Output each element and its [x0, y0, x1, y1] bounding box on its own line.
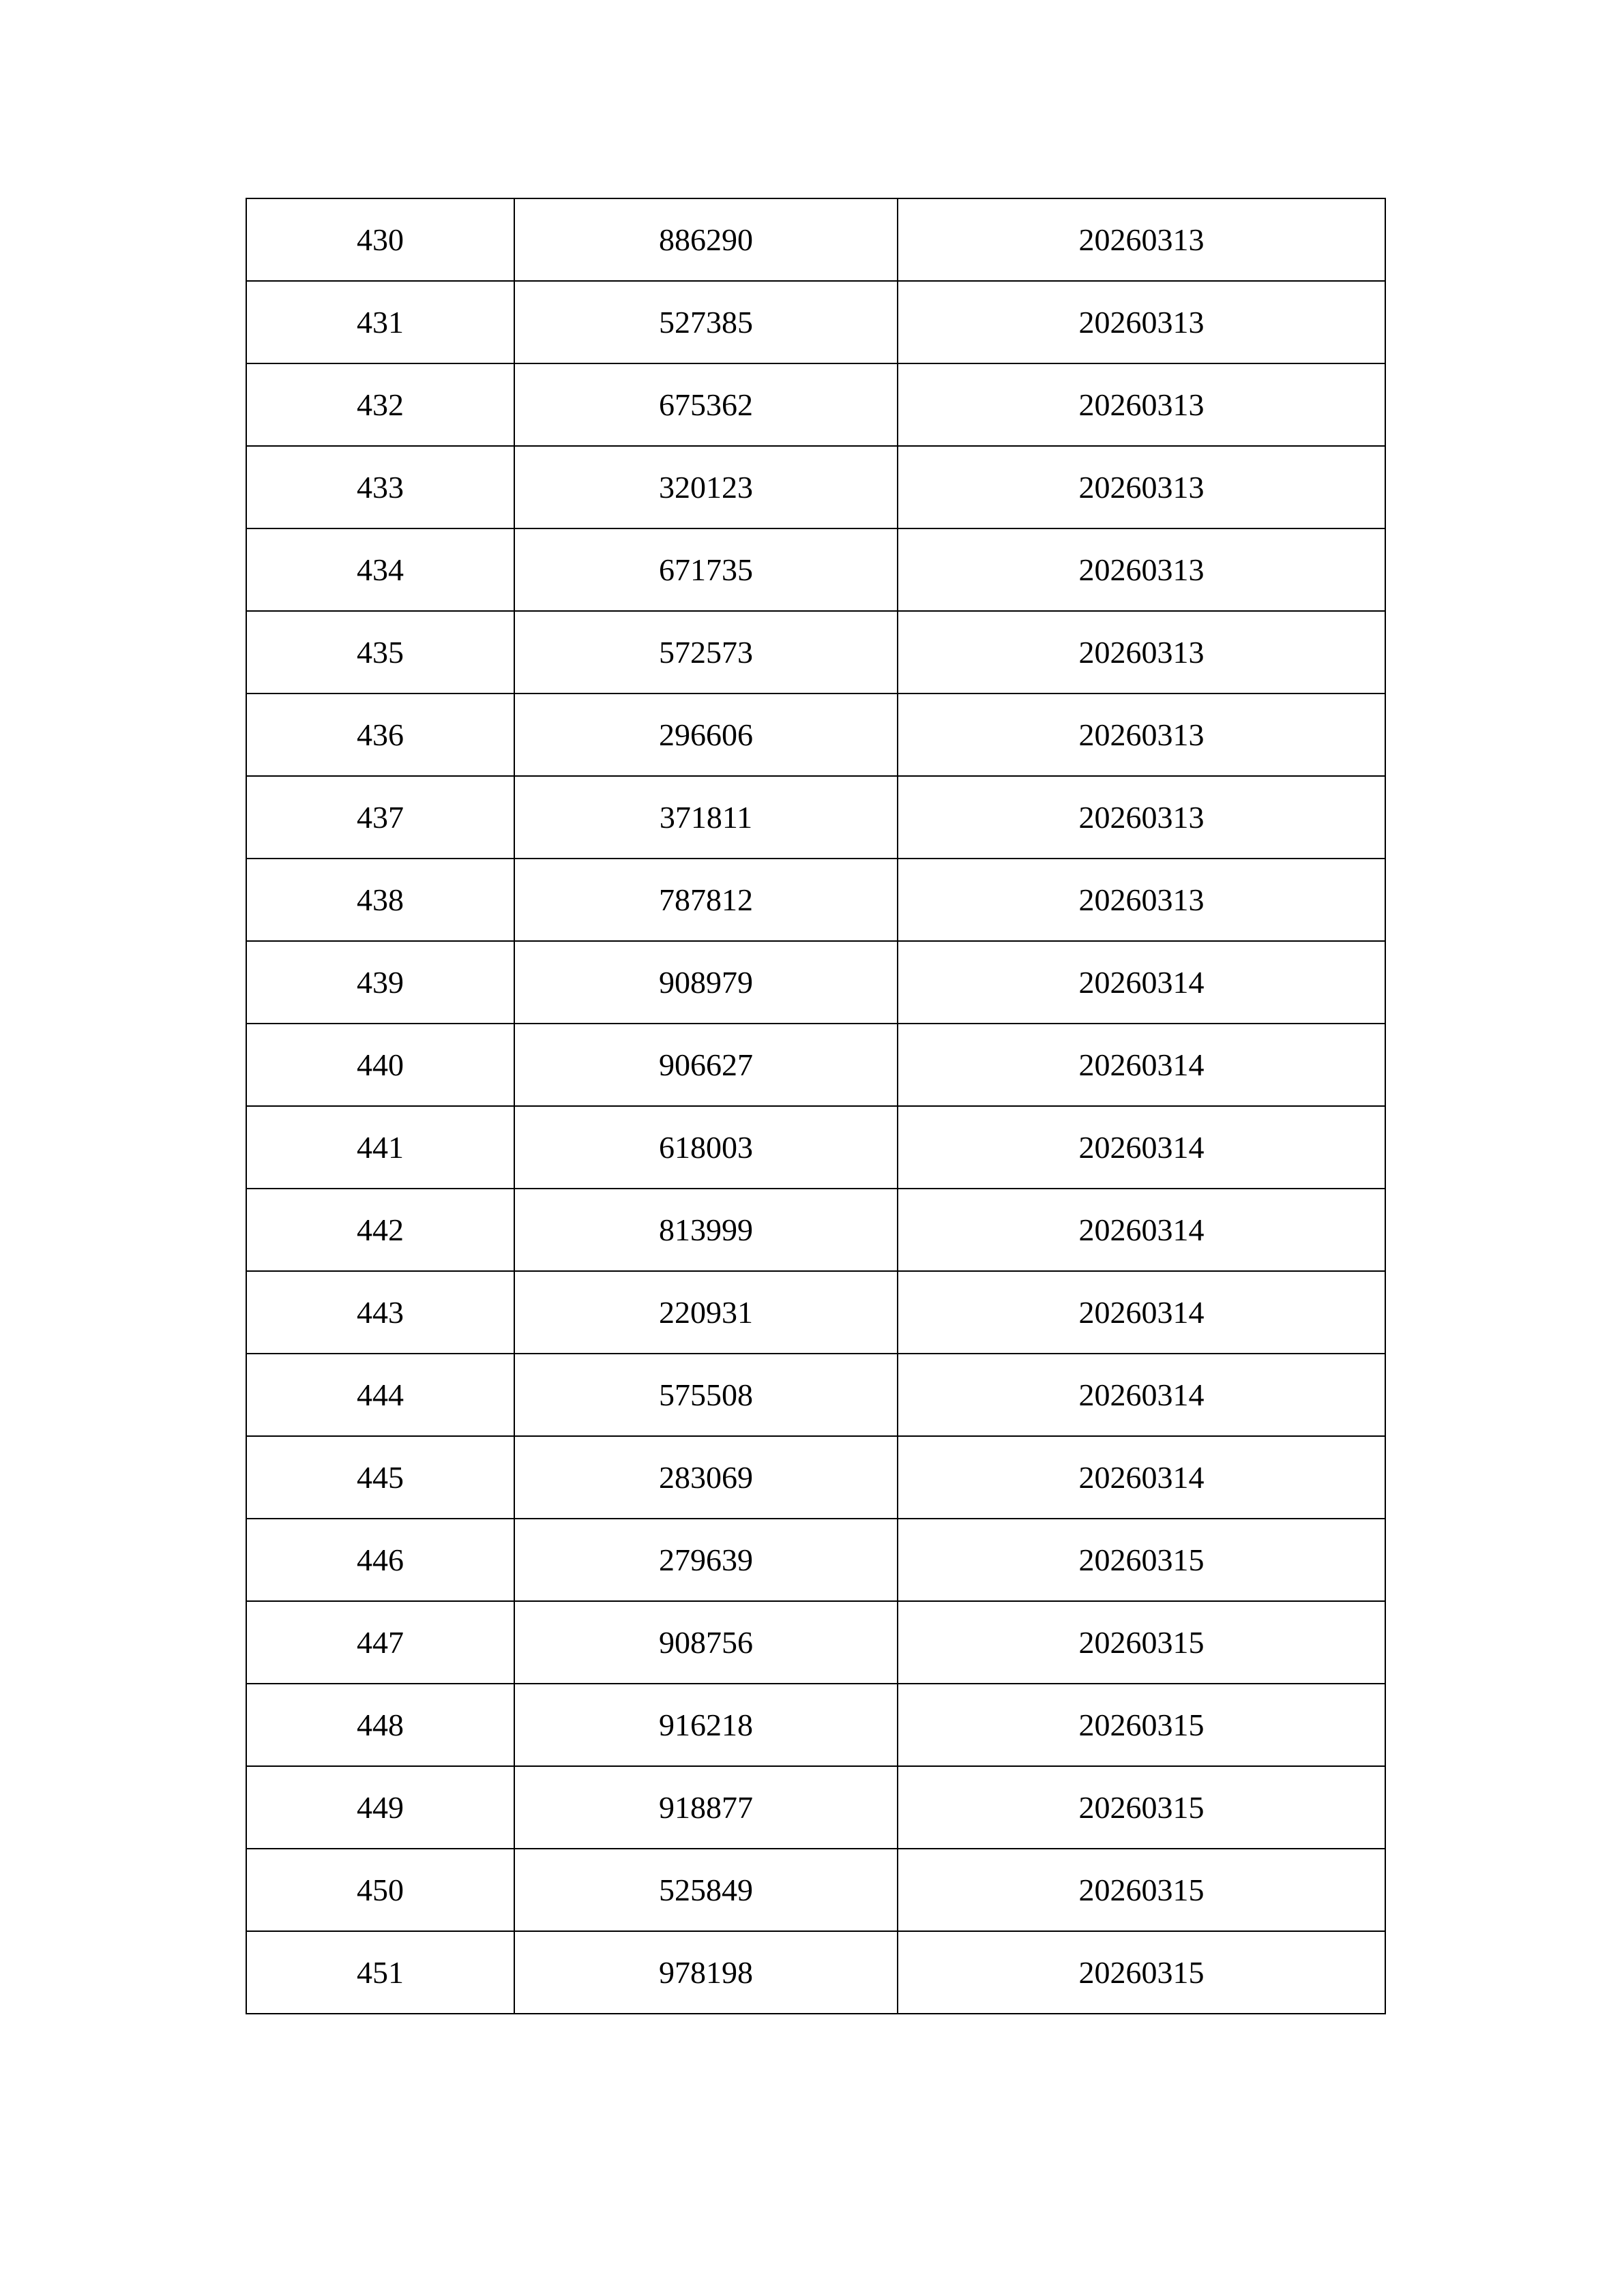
table-row	[246, 363, 1385, 446]
code-cell: 283069	[514, 1436, 898, 1519]
code-cell: 220931	[514, 1271, 898, 1354]
table-row	[246, 611, 1385, 694]
code-cell: 886290	[514, 198, 898, 281]
table-row	[246, 446, 1385, 528]
date-cell: 20260313	[898, 776, 1385, 859]
date-cell: 20260314	[898, 1106, 1385, 1189]
table-row	[246, 1519, 1385, 1601]
row-number-cell: 437	[246, 776, 514, 859]
date-cell: 20260314	[898, 1189, 1385, 1271]
table-row	[246, 1271, 1385, 1354]
row-number-cell: 451	[246, 1931, 514, 2014]
code-cell: 575508	[514, 1354, 898, 1436]
code-cell: 671735	[514, 528, 898, 611]
date-cell: 20260315	[898, 1766, 1385, 1849]
row-number-cell: 439	[246, 941, 514, 1024]
date-cell: 20260314	[898, 1024, 1385, 1106]
table-row	[246, 941, 1385, 1024]
date-cell: 20260315	[898, 1519, 1385, 1601]
table-row	[246, 694, 1385, 776]
date-cell: 20260313	[898, 859, 1385, 941]
date-cell: 20260314	[898, 941, 1385, 1024]
date-cell: 20260313	[898, 528, 1385, 611]
table-row	[246, 1189, 1385, 1271]
data-table	[246, 198, 1386, 2014]
date-cell: 20260314	[898, 1271, 1385, 1354]
row-number-cell: 436	[246, 694, 514, 776]
date-cell: 20260315	[898, 1931, 1385, 2014]
table-row	[246, 1766, 1385, 1849]
code-cell: 978198	[514, 1931, 898, 2014]
table-row	[246, 776, 1385, 859]
row-number-cell: 435	[246, 611, 514, 694]
row-number-cell: 450	[246, 1849, 514, 1931]
code-cell: 527385	[514, 281, 898, 363]
row-number-cell: 442	[246, 1189, 514, 1271]
row-number-cell: 434	[246, 528, 514, 611]
code-cell: 279639	[514, 1519, 898, 1601]
table-row	[246, 1849, 1385, 1931]
code-cell: 787812	[514, 859, 898, 941]
code-cell: 675362	[514, 363, 898, 446]
table-row	[246, 1436, 1385, 1519]
row-number-cell: 433	[246, 446, 514, 528]
row-number-cell: 447	[246, 1601, 514, 1684]
date-cell: 20260313	[898, 611, 1385, 694]
table-row	[246, 1354, 1385, 1436]
date-cell: 20260313	[898, 694, 1385, 776]
row-number-cell: 441	[246, 1106, 514, 1189]
code-cell: 371811	[514, 776, 898, 859]
row-number-cell: 430	[246, 198, 514, 281]
table-row	[246, 281, 1385, 363]
code-cell: 320123	[514, 446, 898, 528]
table-row	[246, 1024, 1385, 1106]
table-row	[246, 1931, 1385, 2014]
row-number-cell: 440	[246, 1024, 514, 1106]
table-row	[246, 1684, 1385, 1766]
date-cell: 20260315	[898, 1601, 1385, 1684]
row-number-cell: 444	[246, 1354, 514, 1436]
date-cell: 20260315	[898, 1684, 1385, 1766]
code-cell: 813999	[514, 1189, 898, 1271]
row-number-cell: 446	[246, 1519, 514, 1601]
date-cell: 20260313	[898, 281, 1385, 363]
table-row	[246, 528, 1385, 611]
code-cell: 908979	[514, 941, 898, 1024]
row-number-cell: 449	[246, 1766, 514, 1849]
table-row	[246, 1106, 1385, 1189]
table-row	[246, 1601, 1385, 1684]
row-number-cell: 432	[246, 363, 514, 446]
date-cell: 20260314	[898, 1436, 1385, 1519]
date-cell: 20260314	[898, 1354, 1385, 1436]
date-cell: 20260313	[898, 198, 1385, 281]
code-cell: 525849	[514, 1849, 898, 1931]
date-cell: 20260313	[898, 446, 1385, 528]
code-cell: 908756	[514, 1601, 898, 1684]
row-number-cell: 443	[246, 1271, 514, 1354]
code-cell: 296606	[514, 694, 898, 776]
code-cell: 916218	[514, 1684, 898, 1766]
code-cell: 906627	[514, 1024, 898, 1106]
date-cell: 20260313	[898, 363, 1385, 446]
row-number-cell: 445	[246, 1436, 514, 1519]
row-number-cell: 438	[246, 859, 514, 941]
table-body	[246, 198, 1385, 2014]
row-number-cell: 431	[246, 281, 514, 363]
date-cell: 20260315	[898, 1849, 1385, 1931]
code-cell: 572573	[514, 611, 898, 694]
row-number-cell: 448	[246, 1684, 514, 1766]
code-cell: 618003	[514, 1106, 898, 1189]
code-cell: 918877	[514, 1766, 898, 1849]
table-row	[246, 859, 1385, 941]
table-row	[246, 198, 1385, 281]
